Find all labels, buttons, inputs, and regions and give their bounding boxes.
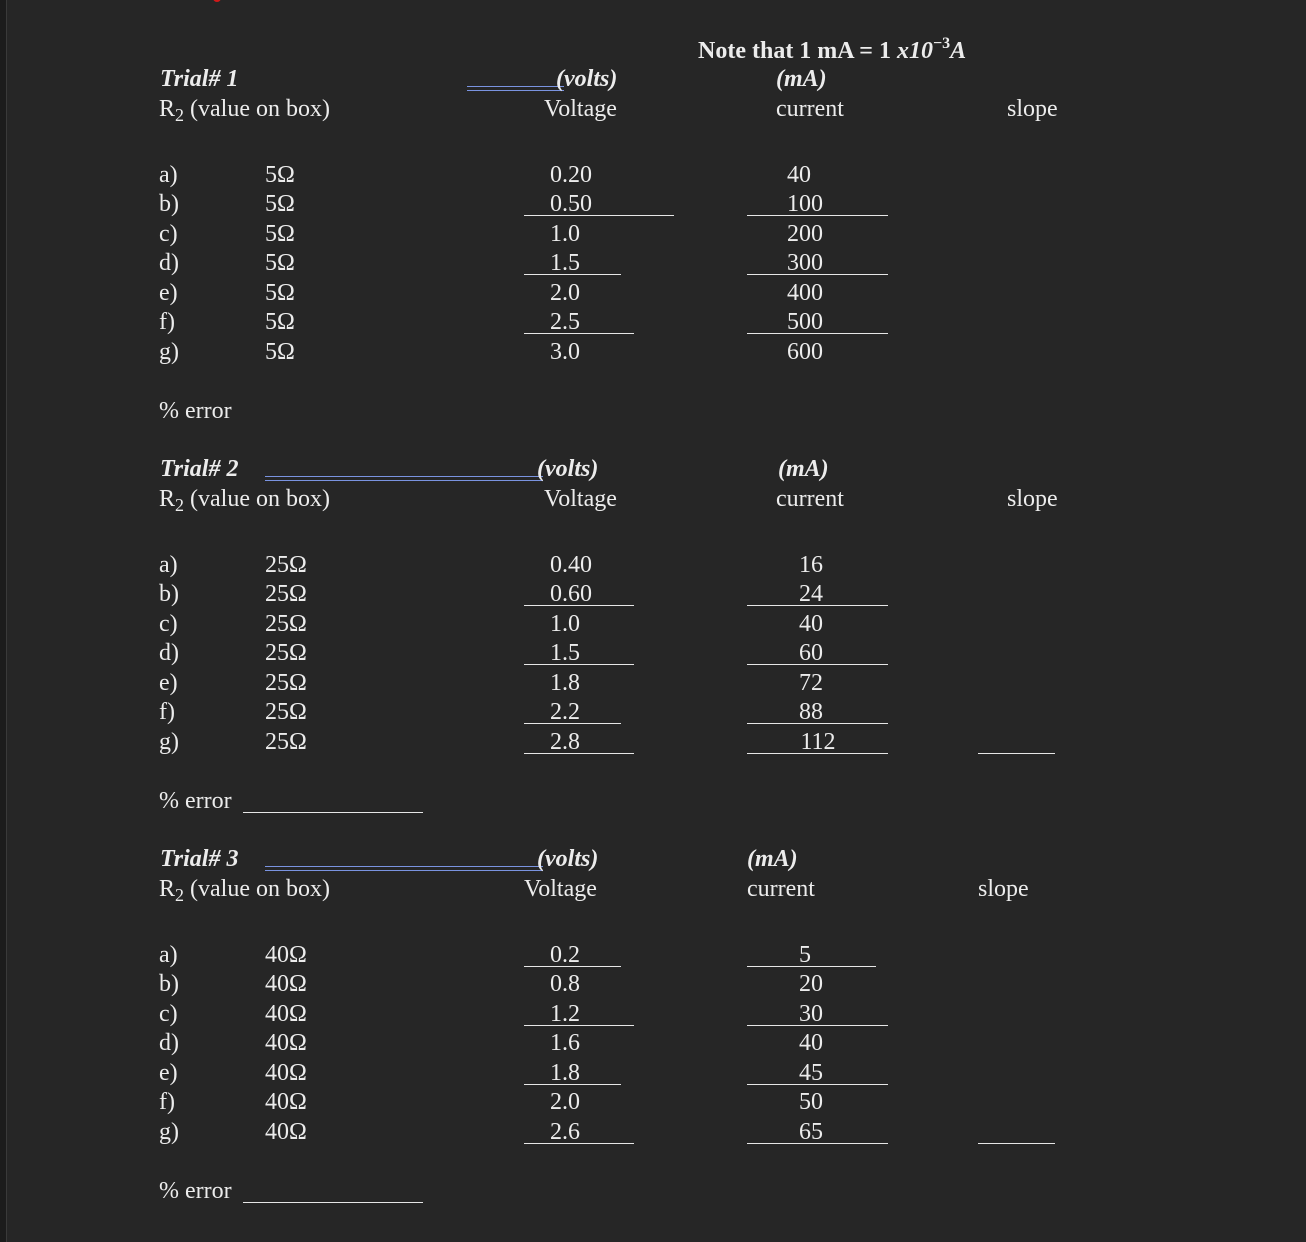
row-current: 100 xyxy=(787,191,823,217)
row-voltage: 1.0 xyxy=(550,611,580,637)
percent-error-answer-line xyxy=(243,812,423,813)
row-resistance: 25Ω xyxy=(265,552,307,578)
row-current: 30 xyxy=(799,1001,823,1027)
trial-2-ma-unit: (mA) xyxy=(778,456,829,482)
fill-in-line xyxy=(524,753,634,754)
row-current: 500 xyxy=(787,309,823,335)
row-voltage: 2.8 xyxy=(550,729,580,755)
trial-2-slope-header: slope xyxy=(1007,486,1058,512)
trial-2-percent-error: % error xyxy=(159,788,232,814)
row-resistance: 25Ω xyxy=(265,581,307,607)
row-letter: e) xyxy=(159,1060,178,1086)
trial-2-voltage-header: Voltage xyxy=(544,486,617,512)
row-voltage: 2.0 xyxy=(550,280,580,306)
fill-in-line xyxy=(747,1025,888,1026)
trial-1-r2-label: $R_2$ (value on box) xyxy=(159,96,330,125)
row-letter: d) xyxy=(159,640,179,666)
row-voltage: 0.50 xyxy=(550,191,592,217)
row-resistance: 25Ω xyxy=(265,640,307,666)
fill-in-line xyxy=(524,966,621,967)
row-current: 112 xyxy=(800,729,836,755)
row-letter: a) xyxy=(159,552,178,578)
row-letter: e) xyxy=(159,670,178,696)
row-resistance: 5Ω xyxy=(265,309,295,335)
row-letter: b) xyxy=(159,191,179,217)
fill-in-line xyxy=(747,753,888,754)
fill-in-line xyxy=(747,723,888,724)
row-voltage: 2.2 xyxy=(550,699,580,725)
trial-3-voltage-header: Voltage xyxy=(524,876,597,902)
row-current: 60 xyxy=(799,640,823,666)
row-letter: c) xyxy=(159,611,178,637)
row-resistance: 5Ω xyxy=(265,191,295,217)
fill-in-line xyxy=(524,1084,621,1085)
row-voltage: 2.5 xyxy=(550,309,580,335)
row-letter: f) xyxy=(159,309,175,335)
row-resistance: 5Ω xyxy=(265,280,295,306)
page-left-edge xyxy=(0,0,7,1242)
trial-3-volts-unit: (volts) xyxy=(537,846,599,872)
fill-in-line xyxy=(524,215,674,216)
row-voltage: 1.6 xyxy=(550,1030,580,1056)
row-current: 65 xyxy=(799,1119,823,1145)
row-current: 600 xyxy=(787,339,823,365)
row-letter: a) xyxy=(159,942,178,968)
trial-1-current-header: current xyxy=(776,96,844,122)
row-resistance: 40Ω xyxy=(265,1119,307,1145)
trial-3-ma-unit: (mA) xyxy=(747,846,798,872)
row-resistance: 25Ω xyxy=(265,699,307,725)
red-annotation-mark xyxy=(213,0,221,2)
trial-2-current-header: current xyxy=(776,486,844,512)
row-resistance: 5Ω xyxy=(265,250,295,276)
row-letter: f) xyxy=(159,1089,175,1115)
trial-1-blue-underline xyxy=(467,86,564,91)
row-resistance: 5Ω xyxy=(265,339,295,365)
fill-in-line xyxy=(524,1143,634,1144)
percent-error-answer-line xyxy=(243,1202,423,1203)
fill-in-line xyxy=(524,723,621,724)
row-current: 72 xyxy=(799,670,823,696)
row-voltage: 1.8 xyxy=(550,1060,580,1086)
row-current: 40 xyxy=(799,611,823,637)
row-resistance: 40Ω xyxy=(265,942,307,968)
row-current: 40 xyxy=(787,162,811,188)
trial-2-r2-label: $R_2$ (value on box) xyxy=(159,486,330,515)
row-voltage: 1.8 xyxy=(550,670,580,696)
row-letter: f) xyxy=(159,699,175,725)
fill-in-line xyxy=(747,664,888,665)
row-voltage: 1.5 xyxy=(550,250,580,276)
fill-in-line xyxy=(524,605,634,606)
fill-in-line xyxy=(524,333,634,334)
trial-1-slope-header: slope xyxy=(1007,96,1058,122)
row-current: 400 xyxy=(787,280,823,306)
fill-in-line xyxy=(524,1025,634,1026)
fill-in-line xyxy=(747,605,888,606)
row-resistance: 25Ω xyxy=(265,729,307,755)
row-resistance: 5Ω xyxy=(265,162,295,188)
trial-1-percent-error: % error xyxy=(159,398,232,424)
row-current: 200 xyxy=(787,221,823,247)
trial-3-current-header: current xyxy=(747,876,815,902)
trial-1-title: Trial# 1 xyxy=(160,66,239,92)
row-resistance: 40Ω xyxy=(265,1089,307,1115)
row-voltage: 2.0 xyxy=(550,1089,580,1115)
row-letter: g) xyxy=(159,729,179,755)
row-resistance: 40Ω xyxy=(265,1030,307,1056)
row-resistance: 40Ω xyxy=(265,1001,307,1027)
row-voltage: 0.8 xyxy=(550,971,580,997)
row-voltage: 0.20 xyxy=(550,162,592,188)
row-resistance: 5Ω xyxy=(265,221,295,247)
row-resistance: 40Ω xyxy=(265,971,307,997)
row-resistance: 40Ω xyxy=(265,1060,307,1086)
fill-in-line xyxy=(747,1143,888,1144)
slope-answer-line xyxy=(978,1143,1055,1144)
row-resistance: 25Ω xyxy=(265,611,307,637)
row-voltage: 0.40 xyxy=(550,552,592,578)
row-letter: a) xyxy=(159,162,178,188)
row-letter: b) xyxy=(159,581,179,607)
row-current: 5 xyxy=(799,942,811,968)
row-letter: d) xyxy=(159,250,179,276)
trial-1-voltage-header: Voltage xyxy=(544,96,617,122)
row-current: 45 xyxy=(799,1060,823,1086)
trial-1-volts-unit: (volts) xyxy=(556,66,618,92)
fill-in-line xyxy=(747,333,888,334)
row-voltage: 0.60 xyxy=(550,581,592,607)
row-voltage: 2.6 xyxy=(550,1119,580,1145)
unit-note: Note that 1 mA = 1 $x10^{-3}A$ xyxy=(698,35,967,64)
row-letter: e) xyxy=(159,280,178,306)
trial-3-r2-label: $R_2$ (value on box) xyxy=(159,876,330,905)
fill-in-line xyxy=(747,274,888,275)
row-current: 50 xyxy=(799,1089,823,1115)
row-current: 24 xyxy=(799,581,823,607)
fill-in-line xyxy=(524,274,621,275)
unit-note-math: x10 xyxy=(896,38,933,64)
row-voltage: 1.5 xyxy=(550,640,580,666)
row-current: 88 xyxy=(799,699,823,725)
row-current: 16 xyxy=(799,552,823,578)
trial-2-blue-underline xyxy=(265,476,543,481)
fill-in-line xyxy=(747,966,876,967)
row-voltage: 3.0 xyxy=(550,339,580,365)
fill-in-line xyxy=(747,1084,888,1085)
trial-3-blue-underline xyxy=(265,866,543,871)
row-letter: c) xyxy=(159,221,178,247)
row-letter: b) xyxy=(159,971,179,997)
trial-2-title: Trial# 2 xyxy=(160,456,239,482)
row-letter: c) xyxy=(159,1001,178,1027)
row-voltage: 1.2 xyxy=(550,1001,580,1027)
trial-3-slope-header: slope xyxy=(978,876,1029,902)
row-letter: g) xyxy=(159,339,179,365)
row-letter: d) xyxy=(159,1030,179,1056)
row-voltage: 1.0 xyxy=(550,221,580,247)
row-current: 300 xyxy=(787,250,823,276)
row-resistance: 25Ω xyxy=(265,670,307,696)
trial-1-ma-unit: (mA) xyxy=(776,66,827,92)
fill-in-line xyxy=(524,664,634,665)
row-current: 20 xyxy=(799,971,823,997)
trial-2-volts-unit: (volts) xyxy=(537,456,599,482)
trial-3-percent-error: % error xyxy=(159,1178,232,1204)
slope-answer-line xyxy=(978,753,1055,754)
trial-3-title: Trial# 3 xyxy=(160,846,239,872)
row-letter: g) xyxy=(159,1119,179,1145)
row-current: 40 xyxy=(799,1030,823,1056)
fill-in-line xyxy=(747,215,888,216)
row-voltage: 0.2 xyxy=(550,942,580,968)
